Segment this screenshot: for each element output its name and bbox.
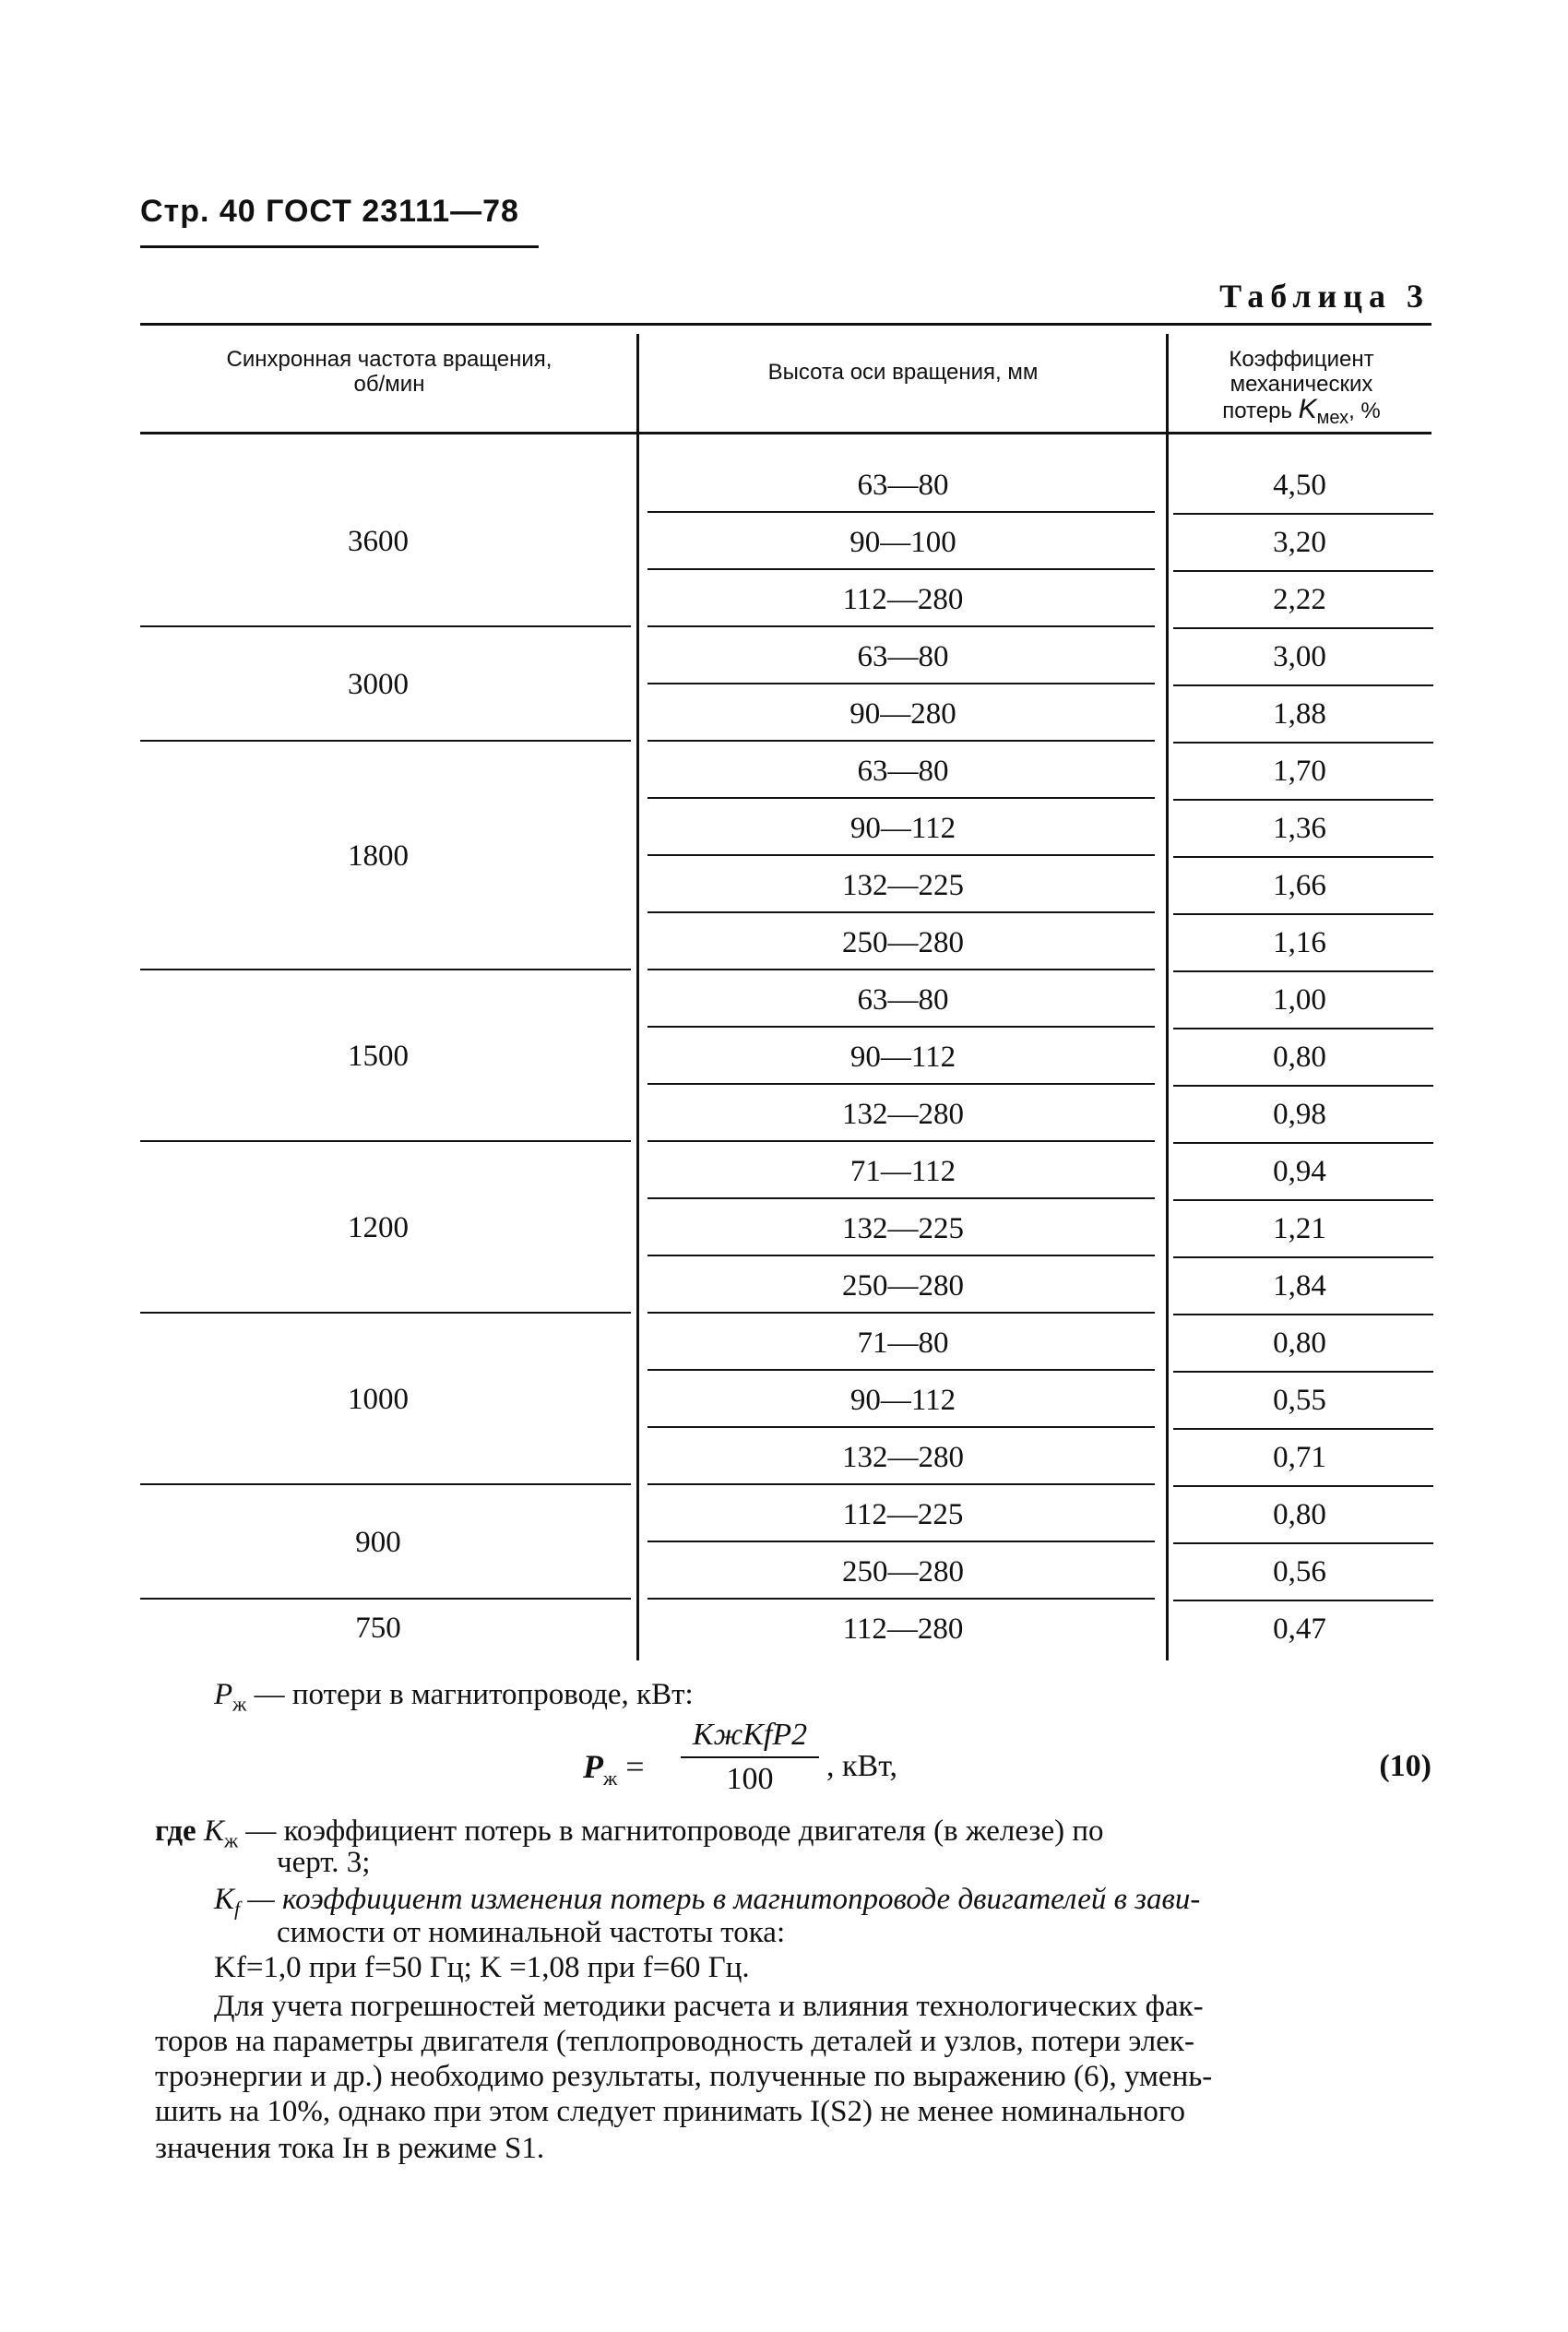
coefficient-cell: 0,47: [1273, 1612, 1326, 1646]
coefficient-cell: 2,22: [1273, 583, 1326, 616]
group-rule: [140, 1598, 631, 1600]
table-header-rule: [140, 432, 1431, 434]
height-cell: 63—80: [857, 755, 949, 788]
col-header-frequency: [140, 347, 638, 397]
freq-cell: 1000: [348, 1383, 409, 1416]
freq-cell: 3000: [348, 668, 409, 701]
row-rule: [647, 625, 1155, 627]
height-cell: 90—112: [849, 1041, 956, 1074]
row-rule: [647, 1255, 1155, 1256]
kzh-subscript: ж: [223, 1828, 239, 1852]
page-header: [140, 194, 519, 230]
row-rule: [1173, 799, 1433, 801]
paragraph-line-4: шить на 10%, однако при этом следует принимать I(S2) не менее номинального: [155, 2095, 1186, 2128]
coefficient-cell: 0,80: [1273, 1041, 1326, 1074]
where-line-2: черт. 3;: [277, 1846, 371, 1879]
group-rule: [140, 625, 631, 627]
row-rule: [1173, 1314, 1433, 1315]
column-divider: [1166, 334, 1169, 1660]
coefficient-cell: 1,66: [1273, 869, 1326, 902]
row-rule: [647, 1426, 1155, 1428]
height-cell: 112—225: [842, 1498, 964, 1531]
group-rule: [140, 1483, 631, 1485]
row-rule: [647, 511, 1155, 513]
where-word: где: [155, 1814, 204, 1848]
row-rule: [1173, 513, 1433, 515]
coefficient-cell: 1,70: [1273, 755, 1326, 788]
height-cell: 63—80: [857, 469, 949, 502]
row-rule: [647, 854, 1155, 856]
paragraph-line-2: торов на параметры двигателя (теплопроводность деталей и узлов, потери элек-: [155, 2025, 1194, 2058]
height-cell: 71—80: [857, 1327, 949, 1360]
height-cell: 63—80: [857, 640, 949, 673]
formula-fraction: [681, 1718, 819, 1797]
coefficient-cell: 0,55: [1273, 1384, 1326, 1417]
group-rule: [140, 1140, 631, 1142]
page-number: Стр. 40: [140, 194, 256, 229]
kf-line-1-text: — коэффициент изменения потерь в магнитопроводе двигателей в зави-: [240, 1883, 1201, 1916]
freq-cell: 3600: [348, 525, 409, 558]
row-rule: [647, 1483, 1155, 1485]
coefficient-cell: 3,20: [1273, 526, 1326, 559]
coefficient-cell: 0,80: [1273, 1327, 1326, 1360]
height-cell: 112—280: [842, 1612, 964, 1646]
column-divider: [636, 334, 639, 1660]
height-cell: 112—280: [842, 583, 964, 616]
table-label: Таблица 3: [1219, 278, 1430, 315]
row-rule: [647, 1312, 1155, 1314]
row-rule: [1173, 970, 1433, 972]
paragraph-line-5: значения тока Iн в режиме S1.: [155, 2132, 545, 2165]
formula-denominator: 100: [726, 1762, 774, 1796]
row-rule: [647, 797, 1155, 799]
coefficient-cell: 1,21: [1273, 1212, 1326, 1245]
row-rule: [647, 1140, 1155, 1142]
row-rule: [1173, 1256, 1433, 1258]
formula-equals: =: [617, 1748, 645, 1785]
freq-cell: 900: [355, 1526, 401, 1559]
coefficient-cell: 4,50: [1273, 469, 1326, 502]
row-rule: [1173, 684, 1433, 686]
group-rule: [140, 969, 631, 970]
kzh-symbol: K: [203, 1814, 224, 1848]
coefficient-cell: 1,00: [1273, 983, 1326, 1017]
kf-values: Kf=1,0 при f=50 Гц; K =1,08 при f=60 Гц.: [214, 1951, 750, 1984]
row-rule: [1173, 913, 1433, 915]
row-rule: [1173, 627, 1433, 629]
standard-code: ГОСТ 23111—78: [266, 194, 519, 229]
formula-unit: , кВт,: [826, 1749, 897, 1783]
height-cell: 90—100: [849, 526, 956, 559]
coefficient-cell: 0,56: [1273, 1555, 1326, 1588]
p-definition: [214, 1677, 694, 1722]
row-rule: [1173, 570, 1433, 572]
height-cell: 132—225: [842, 869, 964, 902]
col-header-frequency-line2: об/мин: [353, 372, 425, 397]
coefficient-cell: 1,36: [1273, 812, 1326, 845]
row-rule: [1173, 856, 1433, 858]
group-rule: [140, 740, 631, 742]
col-header-coefficient-line2: [1168, 394, 1435, 431]
row-rule: [647, 740, 1155, 742]
row-rule: [647, 1598, 1155, 1600]
row-rule: [647, 1369, 1155, 1371]
row-rule: [647, 969, 1155, 970]
formula-p-subscript: ж: [603, 1767, 618, 1791]
col-header-coefficient-line1: Коэффициент механических: [1229, 347, 1374, 397]
row-rule: [1173, 1542, 1433, 1544]
paragraph-line-3: троэнергии и др.) необходимо результаты, полученные по выражению (6), умень-: [155, 2060, 1213, 2093]
freq-cell: 750: [355, 1612, 401, 1645]
col-header-coefficient-unit: , %: [1348, 399, 1381, 423]
coefficient-cell: 0,80: [1273, 1498, 1326, 1531]
height-cell: 63—80: [857, 983, 949, 1017]
formula-number: (10): [1379, 1749, 1431, 1783]
freq-cell: 1800: [348, 839, 409, 873]
k-symbol: K: [1298, 394, 1317, 424]
table-top-rule: [140, 323, 1431, 326]
col-header-frequency-line1: Синхронная частота вращения,: [226, 347, 552, 372]
formula-p-symbol: P: [583, 1748, 603, 1785]
p-definition-text: — потери в магнитопроводе, кВт:: [246, 1678, 694, 1711]
kf-subscript: f: [234, 1897, 241, 1921]
fraction-bar: [681, 1756, 819, 1758]
row-rule: [647, 911, 1155, 913]
height-cell: 250—280: [842, 1555, 964, 1588]
height-cell: 132—280: [842, 1098, 964, 1131]
paragraph-line-1: Для учета погрешностей методики расчета и влияния технологических фак-: [214, 1990, 1204, 2023]
col-header-height: Высота оси вращения, мм: [767, 360, 1039, 385]
row-rule: [1173, 1142, 1433, 1144]
kf-line-2: симости от номинальной частоты тока:: [277, 1916, 786, 1949]
row-rule: [647, 1541, 1155, 1542]
coefficient-cell: 0,98: [1273, 1098, 1326, 1131]
col-header-coefficient: [1168, 347, 1435, 431]
formula-lhs: [583, 1749, 645, 1796]
coefficient-cell: 0,71: [1273, 1441, 1326, 1474]
k-subscript: мех: [1316, 407, 1349, 428]
freq-cell: 1500: [348, 1040, 409, 1073]
where-line-1-text: — коэффициент потерь в магнитопроводе двигателя (в железе) по: [238, 1814, 1104, 1848]
row-rule: [1173, 1085, 1433, 1087]
height-cell: 90—112: [849, 1384, 956, 1417]
coefficient-cell: 1,88: [1273, 697, 1326, 731]
row-rule: [647, 1197, 1155, 1199]
row-rule: [647, 683, 1155, 684]
height-cell: 250—280: [842, 926, 964, 959]
row-rule: [1173, 1028, 1433, 1029]
row-rule: [1173, 1371, 1433, 1373]
row-rule: [1173, 1600, 1433, 1601]
coefficient-cell: 1,16: [1273, 926, 1326, 959]
kf-symbol: K: [214, 1883, 235, 1916]
row-rule: [647, 568, 1155, 570]
height-cell: 90—112: [849, 812, 956, 845]
row-rule: [1173, 742, 1433, 744]
coefficient-cell: 1,84: [1273, 1269, 1326, 1303]
row-rule: [1173, 1428, 1433, 1430]
row-rule: [1173, 1199, 1433, 1201]
height-cell: 71—112: [849, 1155, 956, 1188]
height-cell: 90—280: [849, 697, 956, 731]
row-rule: [647, 1026, 1155, 1028]
col-header-coefficient-text: потерь: [1222, 399, 1299, 423]
freq-cell: 1200: [348, 1211, 409, 1244]
row-rule: [647, 1083, 1155, 1085]
group-rule: [140, 1312, 631, 1314]
p-subscript: ж: [232, 1692, 247, 1716]
header-rule: [140, 245, 539, 248]
height-cell: 132—225: [842, 1212, 964, 1245]
coefficient-cell: 0,94: [1273, 1155, 1326, 1188]
formula-numerator: KжKfP2: [692, 1718, 808, 1752]
height-cell: 132—280: [842, 1441, 964, 1474]
p-symbol: P: [214, 1678, 233, 1711]
coefficient-cell: 3,00: [1273, 640, 1326, 673]
row-rule: [1173, 1485, 1433, 1487]
height-cell: 250—280: [842, 1269, 964, 1303]
